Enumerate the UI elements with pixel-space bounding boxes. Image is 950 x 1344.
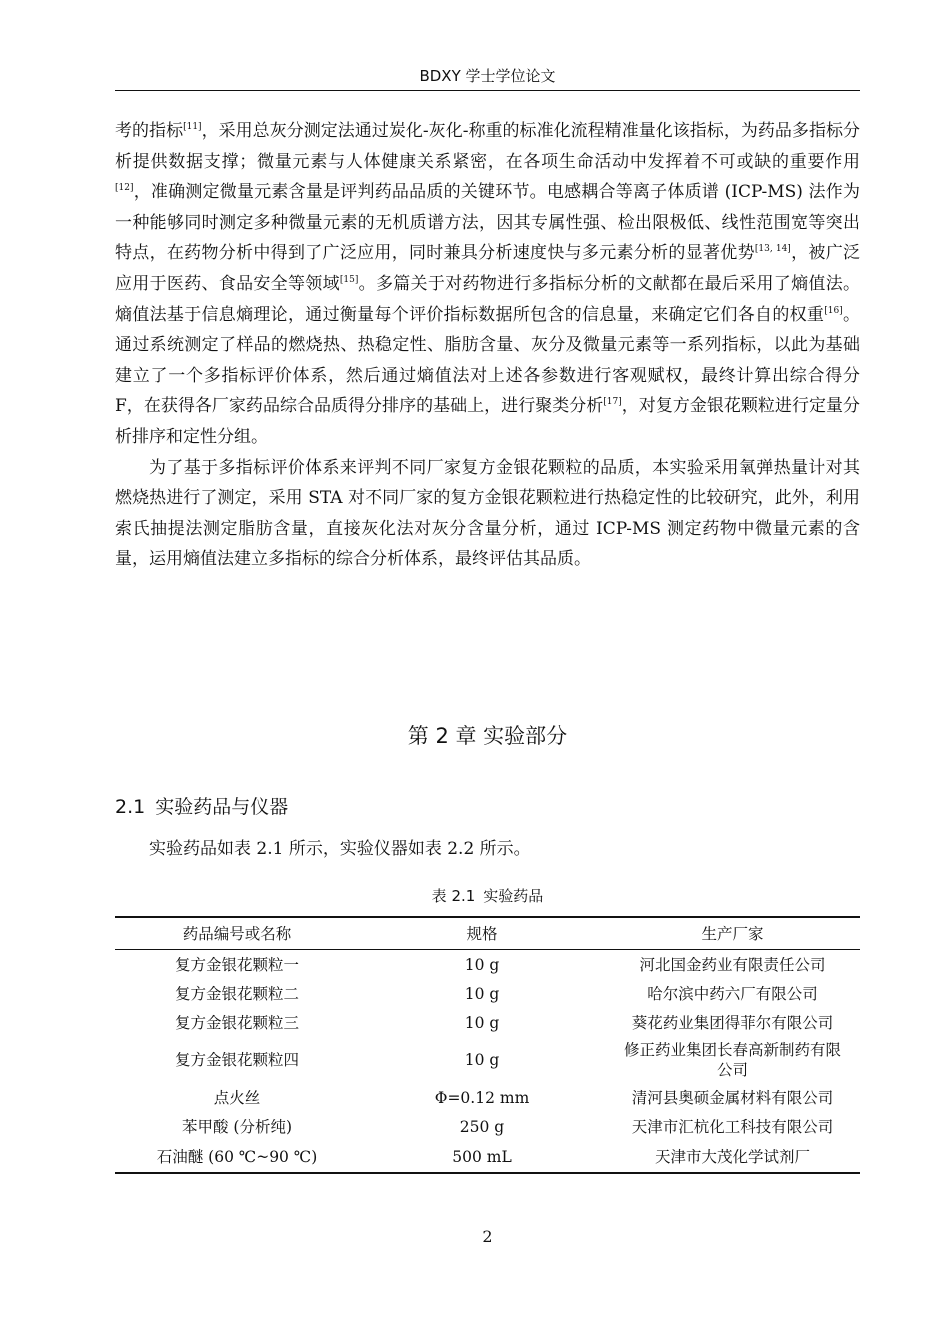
table-row (115, 1141, 860, 1173)
table-cell: 10 g (464, 1013, 500, 1032)
table-cell: 石油醚 (60 ℃~90 ℃) (115, 1141, 359, 1173)
table-cell: 10 g (464, 1051, 500, 1069)
table-caption-number: 表 2.1 (431, 887, 476, 905)
table-cell: 清河县奥硕金属材料有限公司 (631, 1088, 834, 1107)
page-number: 2 (482, 1227, 493, 1246)
table-cell: 河北国金药业有限责任公司 (639, 955, 826, 974)
header-title: BDXY 学士学位论文 (419, 67, 556, 85)
table-row (115, 1037, 860, 1083)
citation-ref: [16] (824, 305, 843, 316)
table-cell: 天津市大茂化学试剂厂 (605, 1141, 860, 1173)
table-row (115, 1083, 860, 1112)
citation-ref: [13, 14] (754, 244, 791, 255)
table-cell: 500 mL (359, 1141, 605, 1173)
table-cell: 复方金银花颗粒三 (174, 1013, 299, 1032)
paragraph-text: ，被广泛应用于医药、食品安全等领域 (115, 243, 861, 294)
table-cell: 10 g (464, 984, 500, 1003)
intro-paragraph-2: 为了基于多指标评价体系来评判不同厂家复方金银花颗粒的品质，本实验采用氧弹热量计对其燃烧热进行了测定，采用 STA 对不同厂家的复方金银花颗粒进行热稳定性的比较研究，此外，利用索氏抽提法测定脂肪含量，直接灰化法对灰分含量分析，通过 ICP-MS 测定药物中微量元素的含量，运用熵值法建立多指标的综合分析体系，最终评估其品质。 (115, 457, 860, 570)
drugs-table (115, 916, 860, 1174)
table-row (115, 1008, 860, 1037)
citation-ref: [15] (339, 274, 359, 285)
table-row (115, 979, 860, 1008)
table-cell: 哈尔滨中药六厂有限公司 (647, 984, 818, 1003)
table-cell: 苯甲酸 (分析纯) (181, 1117, 293, 1136)
paragraph-text: 。多篇关于对药物进行多指标分析的文献都在最后采用了熵值法。熵值法基于信息熵理论，通过衡量每个评价指标数据所包含的信息量，来确定它们各自的权重 (115, 273, 860, 325)
table-caption-title: 实验药品 (483, 887, 544, 905)
table-cell: 复方金银花颗粒一 (174, 955, 299, 974)
body-text (115, 116, 860, 575)
chapter-title: 第 2 章 实验部分 (407, 724, 568, 748)
section-number: 2.1 (115, 796, 146, 818)
table-cell: 250 g (459, 1117, 505, 1136)
table-caption (115, 884, 860, 908)
paragraph-text: 。通过系统测定了样品的燃烧热、热稳定性、脂肪含量、灰分及微量元素等一系列指标，以此为基础建立了一个多指标评价体系，然后通过熵值法对上述各参数进行客观赋权，最终计算出综合得分 F，在获得各厂家药品综合品质得分排序的基础上，进行聚类分析 (115, 304, 861, 417)
paragraph-text: 考的指标 (115, 121, 184, 141)
table-header-row (115, 917, 860, 950)
table-cell: 天津市汇杭化工科技有限公司 (631, 1117, 834, 1136)
table-header-cell: 药品编号或名称 (115, 917, 359, 950)
table-cell (605, 1037, 860, 1083)
paragraph-text: ，准确测定微量元素含量是评判药品品质的关键环节。电感耦合等离子体质谱 (ICP-MS) 法作为一种能够同时测定多种微量元素的无机质谱方法，因其专属性强、检出限极低、线性范围宽等突出特点，在药物分析中得到了广泛应用，同时兼具分析速度快与多元素分析的显著优势 (115, 182, 860, 264)
citation-ref: [12] (115, 183, 134, 194)
table-cell-text: 修正药业集团长春高新制药有限公司 (623, 1041, 841, 1079)
page-header (115, 64, 860, 91)
section-title: 实验药品与仪器 (155, 796, 289, 818)
intro-paragraph-1 (115, 116, 860, 453)
table-cell: 点火丝 (213, 1088, 261, 1107)
table-cell: 葵花药业集团得菲尔有限公司 (631, 1013, 834, 1032)
table-header-cell: 规格 (359, 917, 605, 950)
table-cell: 10 g (464, 955, 500, 974)
table-header-cell: 生产厂家 (605, 917, 860, 950)
table-cell: 复方金银花颗粒四 (174, 1051, 299, 1069)
table-row (115, 950, 860, 980)
section-heading (115, 792, 860, 822)
citation-ref: [11] (183, 122, 202, 132)
paragraph-text: ，采用总灰分测定法通过炭化-灰化-称重的标准化流程精准量化该指标，为药品多指标分析提供数据支撑；微量元素与人体健康关系紧密，在各项生命活动中发挥着不可或缺的重要作用 (115, 121, 860, 172)
table-cell: Φ=0.12 mm (434, 1088, 530, 1107)
table-row (115, 1112, 860, 1141)
paragraph-text: ，对复方金银花颗粒进行定量分析排序和定性分组。 (115, 396, 860, 447)
section-paragraph: 实验药品如表 2.1 所示，实验仪器如表 2.2 所示。 (149, 839, 531, 859)
table-cell: 复方金银花颗粒二 (174, 984, 299, 1003)
citation-ref: [17] (603, 397, 622, 408)
